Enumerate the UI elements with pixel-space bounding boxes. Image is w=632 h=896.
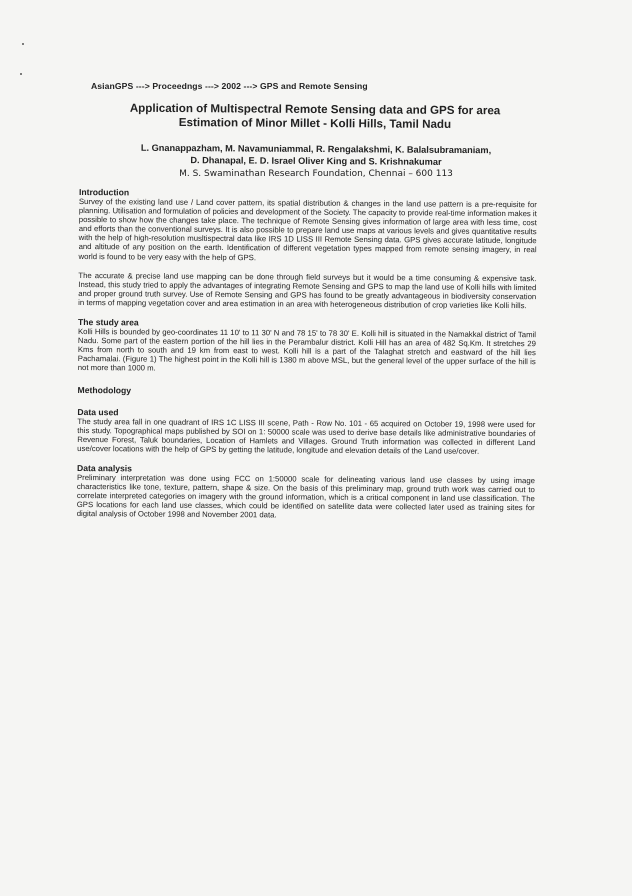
subsection-heading: Data used	[77, 406, 119, 417]
title-line: Application of Multispectral Remote Sensing data and GPS for area	[129, 101, 501, 118]
paper-title	[100, 101, 530, 132]
paper-body	[77, 187, 537, 522]
paragraph: The accurate & precise land use mapping can be done through field surveys but it would be a time consuming & expensive task. Instead, this study tried to apply the advantages of integrating Remote Sensing and GPS to map the land use of Kolli hills with limited and proper ground truth survey. Use of Remote Sensing and GPS has found to be greatly advantageous in biodiversity conservation in terms of mapping vegetation cover and area estimation in an area with heterogeneous distribution of crop varieties like Kolli hills.	[78, 270, 537, 311]
authors-line: L. Gnanappazham, M. Navamuniammal, R. Rengalakshmi, K. Balalsubramaniam,	[140, 142, 492, 156]
scan-mark	[22, 43, 24, 45]
title-line: Estimation of Minor Millet - Kolli Hills, Tamil Nadu	[178, 116, 452, 131]
breadcrumb: AsianGPS ---> Proceedngs ---> 2002 ---> GPS and Remote Sensing	[91, 81, 368, 91]
paragraph: Survey of the existing land use / Land cover pattern, its spatial distribution & changes in the land use pattern is a pre-requisite for planning. Utilisation and formulation of policies and development of the Society. The capacity to provide real-time information makes it possible to show how the changes take place. The technique of Remote Sensing gives information of large area with less time, cost and efforts than the conventional surveys. It is also possible to prepare land use maps at various levels and gives quantitative results with the help of high-resolution musltispectral data like IRS 1D LISS III Remote Sensing data. GPS gives accurate latitude, longitude and altitude of any position on the earth. Identification of different vegetation types mapped from remote sensing imagery, in real world is found to be very easy with the help of GPS.	[78, 196, 537, 262]
section-heading: Introduction	[78, 187, 130, 198]
section-heading: Methodology	[77, 384, 132, 395]
authors-line: D. Dhanapal, E. D. Israel Oliver King and S. Krishnakumar	[190, 154, 442, 167]
scan-mark	[20, 73, 22, 75]
subsection-heading: Data analysis	[77, 462, 133, 474]
paragraph: Preliminary interpretation was done using FCC on 1:50000 scale for delineating various land use classes by using image characteristics like tone, texture, pattern, shape & size. On the basis of this preliminary map, ground truth work was carried out to correlate interpreted categories on imagery with the ground information, which is a critical component in land use classification. The GPS locations for each land use classes, which could be identified on satellite data were collected later used as training sites for digital analysis of October 1998 and November 2001 data.	[76, 472, 535, 520]
affiliation: M. S. Swaminathan Research Foundation, Chennai – 600 113	[179, 169, 453, 179]
section-heading: The study area	[78, 317, 139, 328]
paragraph: Kolli Hills is bounded by geo-coordinates 11 10' to 11 30' N and 78 15' to 78 30' E. Kolli hill is situated in the Namakkal district of Tamil Nadu. Some part of the eastern portion of the hill lies in the Perambalur district. Kolli Hill has an area of 482 Sq.Km. It stretches 29 Kms from north to south and 19 km from east to west. Kolli hill is a part of the Talaghat stretch and eastward of the hill lies Pachamalai. (Figure 1) The highest point in the Kolli hill is 1380 m above MSL, but the general level of the upper surface of the hill is not more than 1000 m.	[77, 327, 537, 373]
author-list	[76, 142, 556, 168]
paragraph: The study area fall in one quadrant of IRS 1C LISS III scene, Path - Row No. 101 - 65 acquired on October 19, 1998 were used for this study. Topographical maps published by SOI on 1: 50000 scale was used to derive base details like administrative boundaries of Revenue Forest, Taluk boundaries, Location of Hamlets and Villages. Ground Truth information was collected in different Land use/cover locations with the help of GPS by getting the latitude, longitude and elevation details of the Land use/cover.	[77, 416, 536, 456]
